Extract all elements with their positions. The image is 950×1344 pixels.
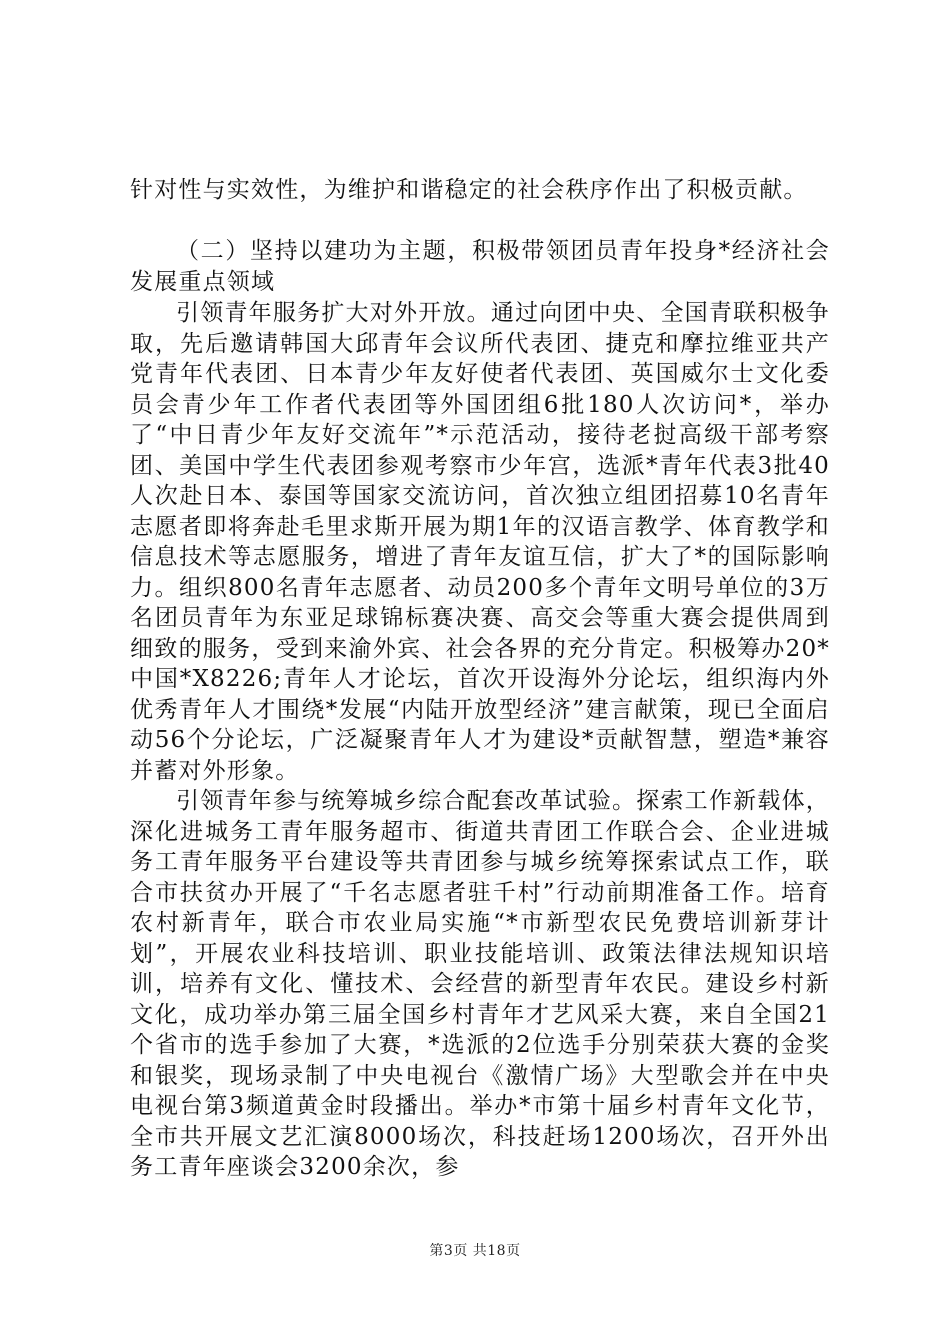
page-footer bbox=[0, 1240, 950, 1260]
section-heading-block bbox=[130, 236, 830, 297]
page-number-label: 第3页 共18页 bbox=[429, 1243, 521, 1259]
body-paragraph-1: 引领青年服务扩大对外开放。通过向团中央、全国青联积极争取，先后邀请韩国大邱青年会议所代表团、捷克和摩拉维亚共产党青年代表团、日本青少年友好使者代表团、英国威尔士文化委员会青少年工作者代表团等外国团组6批180人次访问*，举办了“中日青少年友好交流年”*示范活动，接待老挝高级干部考察团、美国中学生代表团参观考察市少年宫，选派*青年代表3批40人次赴日本、泰国等国家交流访问，首次独立组团招募10名青年志愿者即将奔赴毛里求斯开展为期1年的汉语言教学、体育教学和信息技术等志愿服务，增进了青年友谊互信，扩大了*的国际影响力。组织800名青年志愿者、动员200多个青年文明号单位的3万名团员青年为东亚足球锦标赛决赛、高交会等重大赛会提供周到细致的服务，受到来渝外宾、社会各界的充分肯定。积极筹办20*中国*X8226;青年人才论坛，首次开设海外分论坛，组织海内外优秀青年人才围绕*发展“内陆开放型经济”建言献策，现已全面启动56个分论坛，广泛凝聚青年人才为建设*贡献智慧，塑造*兼容并蓄对外形象。 bbox=[130, 300, 830, 784]
body-text-block bbox=[130, 298, 830, 1183]
continued-paragraph: 针对性与实效性，为维护和谐稳定的社会秩序作出了积极贡献。 bbox=[130, 177, 808, 203]
continued-text-block bbox=[130, 175, 830, 206]
section-heading: （二）坚持以建功为主题，积极带领团员青年投身*经济社会发展重点领域 bbox=[130, 238, 830, 295]
body-paragraph-2: 引领青年参与统筹城乡综合配套改革试验。探索工作新载体，深化进城务工青年服务超市、街道共青团工作联合会、企业进城务工青年服务平台建设等共青团参与城乡统筹探索试点工作，联合市扶贫办开展了“千名志愿者驻千村”行动前期准备工作。培育农村新青年，联合市农业局实施“*市新型农民免费培训新芽计划”，开展农业科技培训、职业技能培训、政策法律法规知识培训，培养有文化、懂技术、会经营的新型青年农民。建设乡村新文化，成功举办第三届全国乡村青年才艺风采大赛，来自全国21个省市的选手参加了大赛，*选派的2位选手分别荣获大赛的金奖和银奖，现场录制了中央电视台《激情广场》大型歌会并在中央电视台第3频道黄金时段播出。举办*市第十届乡村青年文化节，全市共开展文艺汇演8000场次，科技赶场1200场次，召开外出务工青年座谈会3200余次，参 bbox=[130, 788, 830, 1180]
